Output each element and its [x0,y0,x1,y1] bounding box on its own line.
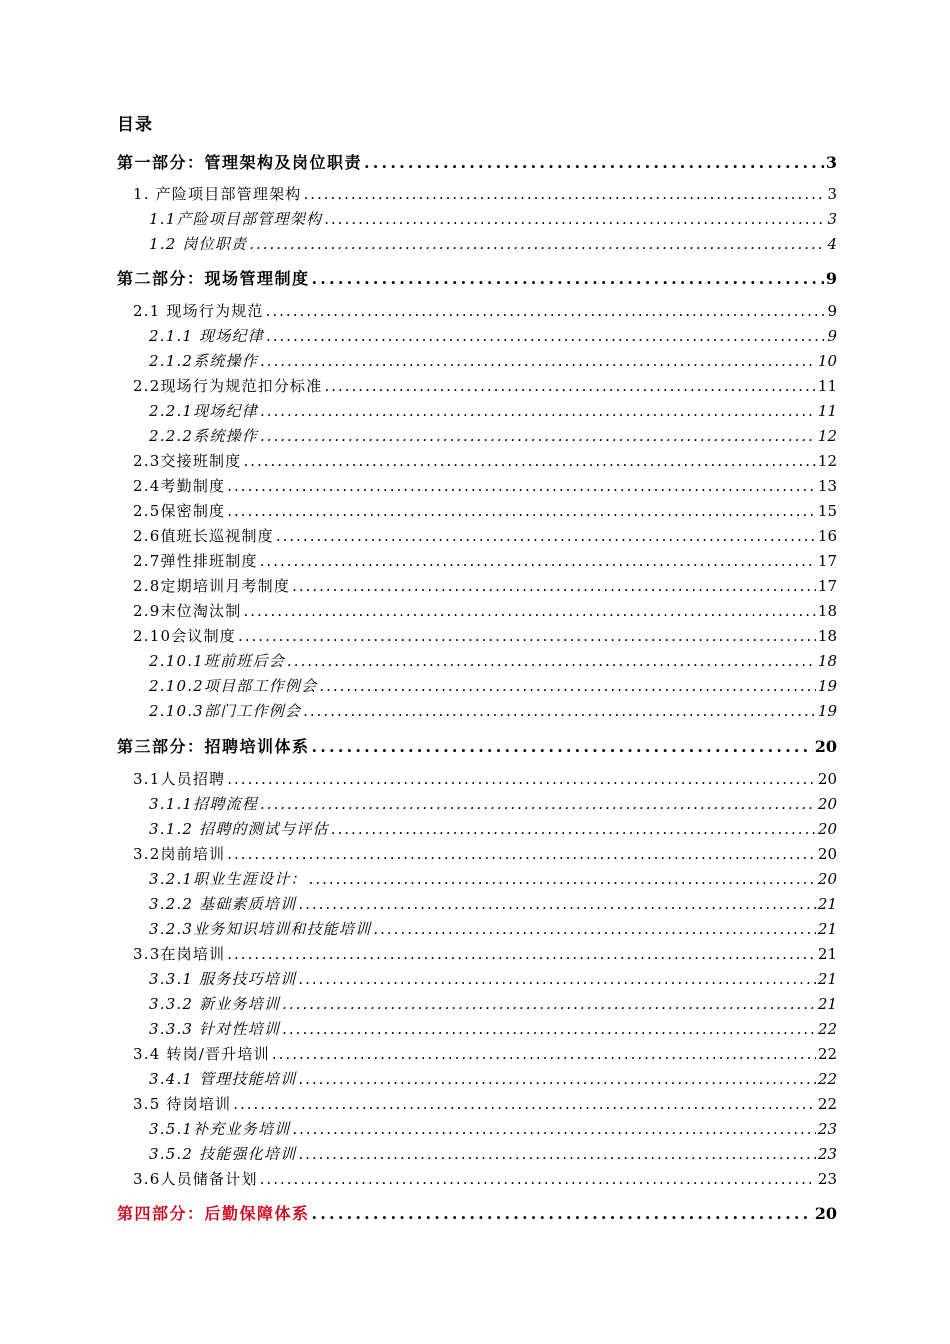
toc-entry-level-2[interactable] [133,625,837,646]
toc-entry-label: 3.5.1补充业务培训 [149,1120,291,1138]
toc-entry-label: 2.10.1班前班后会 [149,652,285,670]
toc-entry-label: 3.6人员储备计划 [133,1170,258,1188]
toc-dot-leader [324,377,815,395]
toc-dot-leader [312,737,813,756]
toc-page-number: 12 [817,452,837,470]
toc-dot-leader [303,702,816,720]
toc-entry-label: 1.2 岗位职责 [149,235,248,253]
toc-entry-level-3[interactable] [149,1018,837,1039]
toc-page-number: 17 [817,577,837,595]
toc-dot-leader [298,1070,816,1088]
toc-entry-label: 3.4.1 管理技能培训 [149,1070,297,1088]
toc-dot-leader [249,235,825,253]
toc-entry-label: 第一部分：管理架构及岗位职责 [117,153,363,172]
toc-entry-level-3[interactable] [149,993,837,1014]
toc-page-number: 19 [817,677,837,695]
toc-entry-level-2[interactable] [133,475,837,496]
toc-dot-leader [282,995,816,1013]
toc-entry-level-3[interactable] [149,968,837,989]
toc-entry-label: 3.5.2 技能强化培训 [149,1145,297,1163]
toc-page-number: 22 [817,1045,837,1063]
toc-entry-level-2[interactable] [133,600,837,621]
toc-dot-leader [373,920,816,938]
toc-dot-leader [272,1045,816,1063]
toc-dot-leader [227,477,816,495]
toc-entry-label: 2.2.1现场纪律 [149,402,258,420]
toc-entry-level-3[interactable] [149,918,837,939]
toc-dot-leader [233,1095,816,1113]
toc-entry-level-2[interactable] [133,768,837,789]
toc-dot-leader [266,327,826,345]
toc-entry-level-2[interactable] [133,500,837,521]
toc-page-number: 18 [817,602,837,620]
toc-entry-level-3[interactable] [149,325,837,346]
toc-entry-label: 第四部分：后勤保障体系 [117,1204,310,1223]
toc-entry-level-1[interactable] [117,734,837,757]
toc-page-number: 3 [825,153,837,172]
toc-page-number: 20 [814,1204,837,1223]
toc-entry-level-3[interactable] [149,208,837,229]
toc-page-number: 20 [814,737,837,756]
toc-page-number: 20 [817,845,837,863]
toc-entry-label: 2.1 现场行为规范 [133,302,264,320]
toc-page-number: 20 [817,870,837,888]
toc-dot-leader [282,1020,816,1038]
toc-entry-label: 3.2岗前培训 [133,845,226,863]
toc-title: 目录 [117,115,153,135]
toc-page-number: 3 [827,185,837,203]
toc-dot-leader [260,427,816,445]
toc-dot-leader [324,210,825,228]
toc-page-number: 9 [827,302,837,320]
toc-entry-level-3[interactable] [149,350,837,371]
toc-entry-level-2[interactable] [133,183,837,204]
toc-entry-label: 2.9末位淘汰制 [133,602,242,620]
toc-page-number: 18 [817,627,837,645]
toc-dot-leader [292,577,816,595]
toc-dot-leader [298,970,816,988]
toc-entry-label: 3.3.2 新业务培训 [149,995,281,1013]
toc-entry-level-3[interactable] [149,233,837,254]
toc-dot-leader [319,677,816,695]
toc-entry-level-3[interactable] [149,425,837,446]
toc-page-number: 19 [817,702,837,720]
toc-entry-level-2[interactable] [133,300,837,321]
toc-page-number: 23 [817,1170,837,1188]
toc-dot-leader [227,945,816,963]
toc-entry-level-3[interactable] [149,700,837,721]
toc-page-number: 20 [817,770,837,788]
toc-page-number: 17 [817,552,837,570]
toc-entry-level-2[interactable] [133,843,837,864]
toc-entry-level-1[interactable] [117,266,837,289]
toc-entry-level-3[interactable] [149,650,837,671]
toc-dot-leader [260,1170,816,1188]
toc-page-number: 15 [817,502,837,520]
toc-entry-label: 3.4 转岗/晋升培训 [133,1045,270,1063]
toc-page-number: 12 [817,427,837,445]
toc-entry-label: 2.6值班长巡视制度 [133,527,274,545]
toc-entry-level-2[interactable] [133,575,837,596]
toc-entry-label: 2.8定期培训月考制度 [133,577,291,595]
toc-entry-label: 2.7弹性排班制度 [133,552,258,570]
toc-entry-level-3[interactable] [149,1068,837,1089]
toc-entry-label: 2.10会议制度 [133,627,236,645]
toc-page-number: 4 [827,235,837,253]
toc-page-number: 11 [817,377,837,395]
toc-page-number: 3 [827,210,837,228]
toc-entry-label: 2.1.2系统操作 [149,352,258,370]
toc-dot-leader [260,552,816,570]
toc-dot-leader [243,452,815,470]
toc-entry-level-3[interactable] [149,893,837,914]
toc-page-number: 21 [817,945,837,963]
toc-dot-leader [312,1204,813,1223]
toc-entry-level-1[interactable] [117,1201,837,1224]
toc-entry-label: 2.5保密制度 [133,502,226,520]
toc-dot-leader [260,352,816,370]
toc-dot-leader [243,602,815,620]
toc-entry-level-3[interactable] [149,818,837,839]
toc-entry-label: 第二部分：现场管理制度 [117,269,310,288]
toc-page-number: 16 [817,527,837,545]
toc-page-number: 11 [817,402,837,420]
toc-page-number: 9 [827,327,837,345]
toc-page-number: 22 [817,1095,837,1113]
toc-page-number: 23 [817,1145,837,1163]
toc-entry-label: 3.2.3业务知识培训和技能培训 [149,920,372,938]
toc-page-number: 21 [817,995,837,1013]
toc-page-number: 9 [825,269,837,288]
toc-entry-level-3[interactable] [149,400,837,421]
toc-page-number: 20 [817,820,837,838]
toc-page-number: 23 [817,1120,837,1138]
toc-page-number: 10 [817,352,837,370]
toc-page-number: 21 [817,895,837,913]
toc-entry-level-2[interactable] [133,450,837,471]
toc-page-number: 13 [817,477,837,495]
toc-entry-level-2[interactable] [133,375,837,396]
toc-dot-leader [287,652,816,670]
toc-entry-label: 2.1.1 现场纪律 [149,327,264,345]
toc-entry-label: 3.2.1职业生涯设计： [149,870,307,888]
toc-dot-leader [227,770,816,788]
toc-entry-label: 3.3.1 服务技巧培训 [149,970,297,988]
toc-dot-leader [364,153,824,172]
toc-dot-leader [227,845,816,863]
toc-entry-label: 3.2.2 基础素质培训 [149,895,297,913]
toc-entry-level-2[interactable] [133,943,837,964]
toc-entry-label: 第三部分：招聘培训体系 [117,737,310,756]
toc-entry-label: 3.1.1招聘流程 [149,795,258,813]
toc-dot-leader [292,1120,816,1138]
toc-entry-label: 3.3在岗培训 [133,945,226,963]
toc-entry-label: 2.2现场行为规范扣分标准 [133,377,323,395]
toc-entry-level-3[interactable] [149,868,837,889]
toc-entry-label: 2.10.2项目部工作例会 [149,677,318,695]
toc-entry-level-3[interactable] [149,793,837,814]
toc-page-number: 22 [817,1070,837,1088]
toc-page-number: 21 [817,970,837,988]
toc-page-number: 22 [817,1020,837,1038]
toc-entry-level-2[interactable] [133,550,837,571]
toc-entry-level-3[interactable] [149,675,837,696]
toc-entry-level-2[interactable] [133,525,837,546]
toc-dot-leader [303,185,825,203]
toc-page-number: 18 [817,652,837,670]
toc-page-number: 20 [817,795,837,813]
toc-page-number: 21 [817,920,837,938]
toc-entry-level-2[interactable] [133,1043,837,1064]
toc-dot-leader [331,820,816,838]
toc-entry-label: 1. 产险项目部管理架构 [133,185,302,203]
toc-entry-label: 2.4考勤制度 [133,477,226,495]
toc-entry-label: 3.5 待岗培训 [133,1095,232,1113]
toc-dot-leader [298,1145,816,1163]
toc-dot-leader [309,870,816,888]
toc-entry-label: 3.3.3 针对性培训 [149,1020,281,1038]
toc-entry-label: 2.3交接班制度 [133,452,242,470]
toc-entry-level-3[interactable] [149,1118,837,1139]
toc-entry-label: 2.2.2系统操作 [149,427,258,445]
toc-dot-leader [312,269,824,288]
toc-entry-label: 1.1产险项目部管理架构 [149,210,323,228]
toc-entry-level-2[interactable] [133,1168,837,1189]
toc-dot-leader [276,527,816,545]
toc-dot-leader [227,502,816,520]
toc-entry-label: 3.1.2 招聘的测试与评估 [149,820,329,838]
toc-entry-label: 3.1人员招聘 [133,770,226,788]
toc-entry-label: 2.10.3部门工作例会 [149,702,302,720]
toc-dot-leader [266,302,826,320]
toc-entry-level-3[interactable] [149,1143,837,1164]
toc-dot-leader [238,627,816,645]
toc-entry-level-1[interactable] [117,150,837,173]
toc-dot-leader [260,795,816,813]
toc-dot-leader [260,402,816,420]
toc-dot-leader [298,895,816,913]
toc-entry-level-2[interactable] [133,1093,837,1114]
